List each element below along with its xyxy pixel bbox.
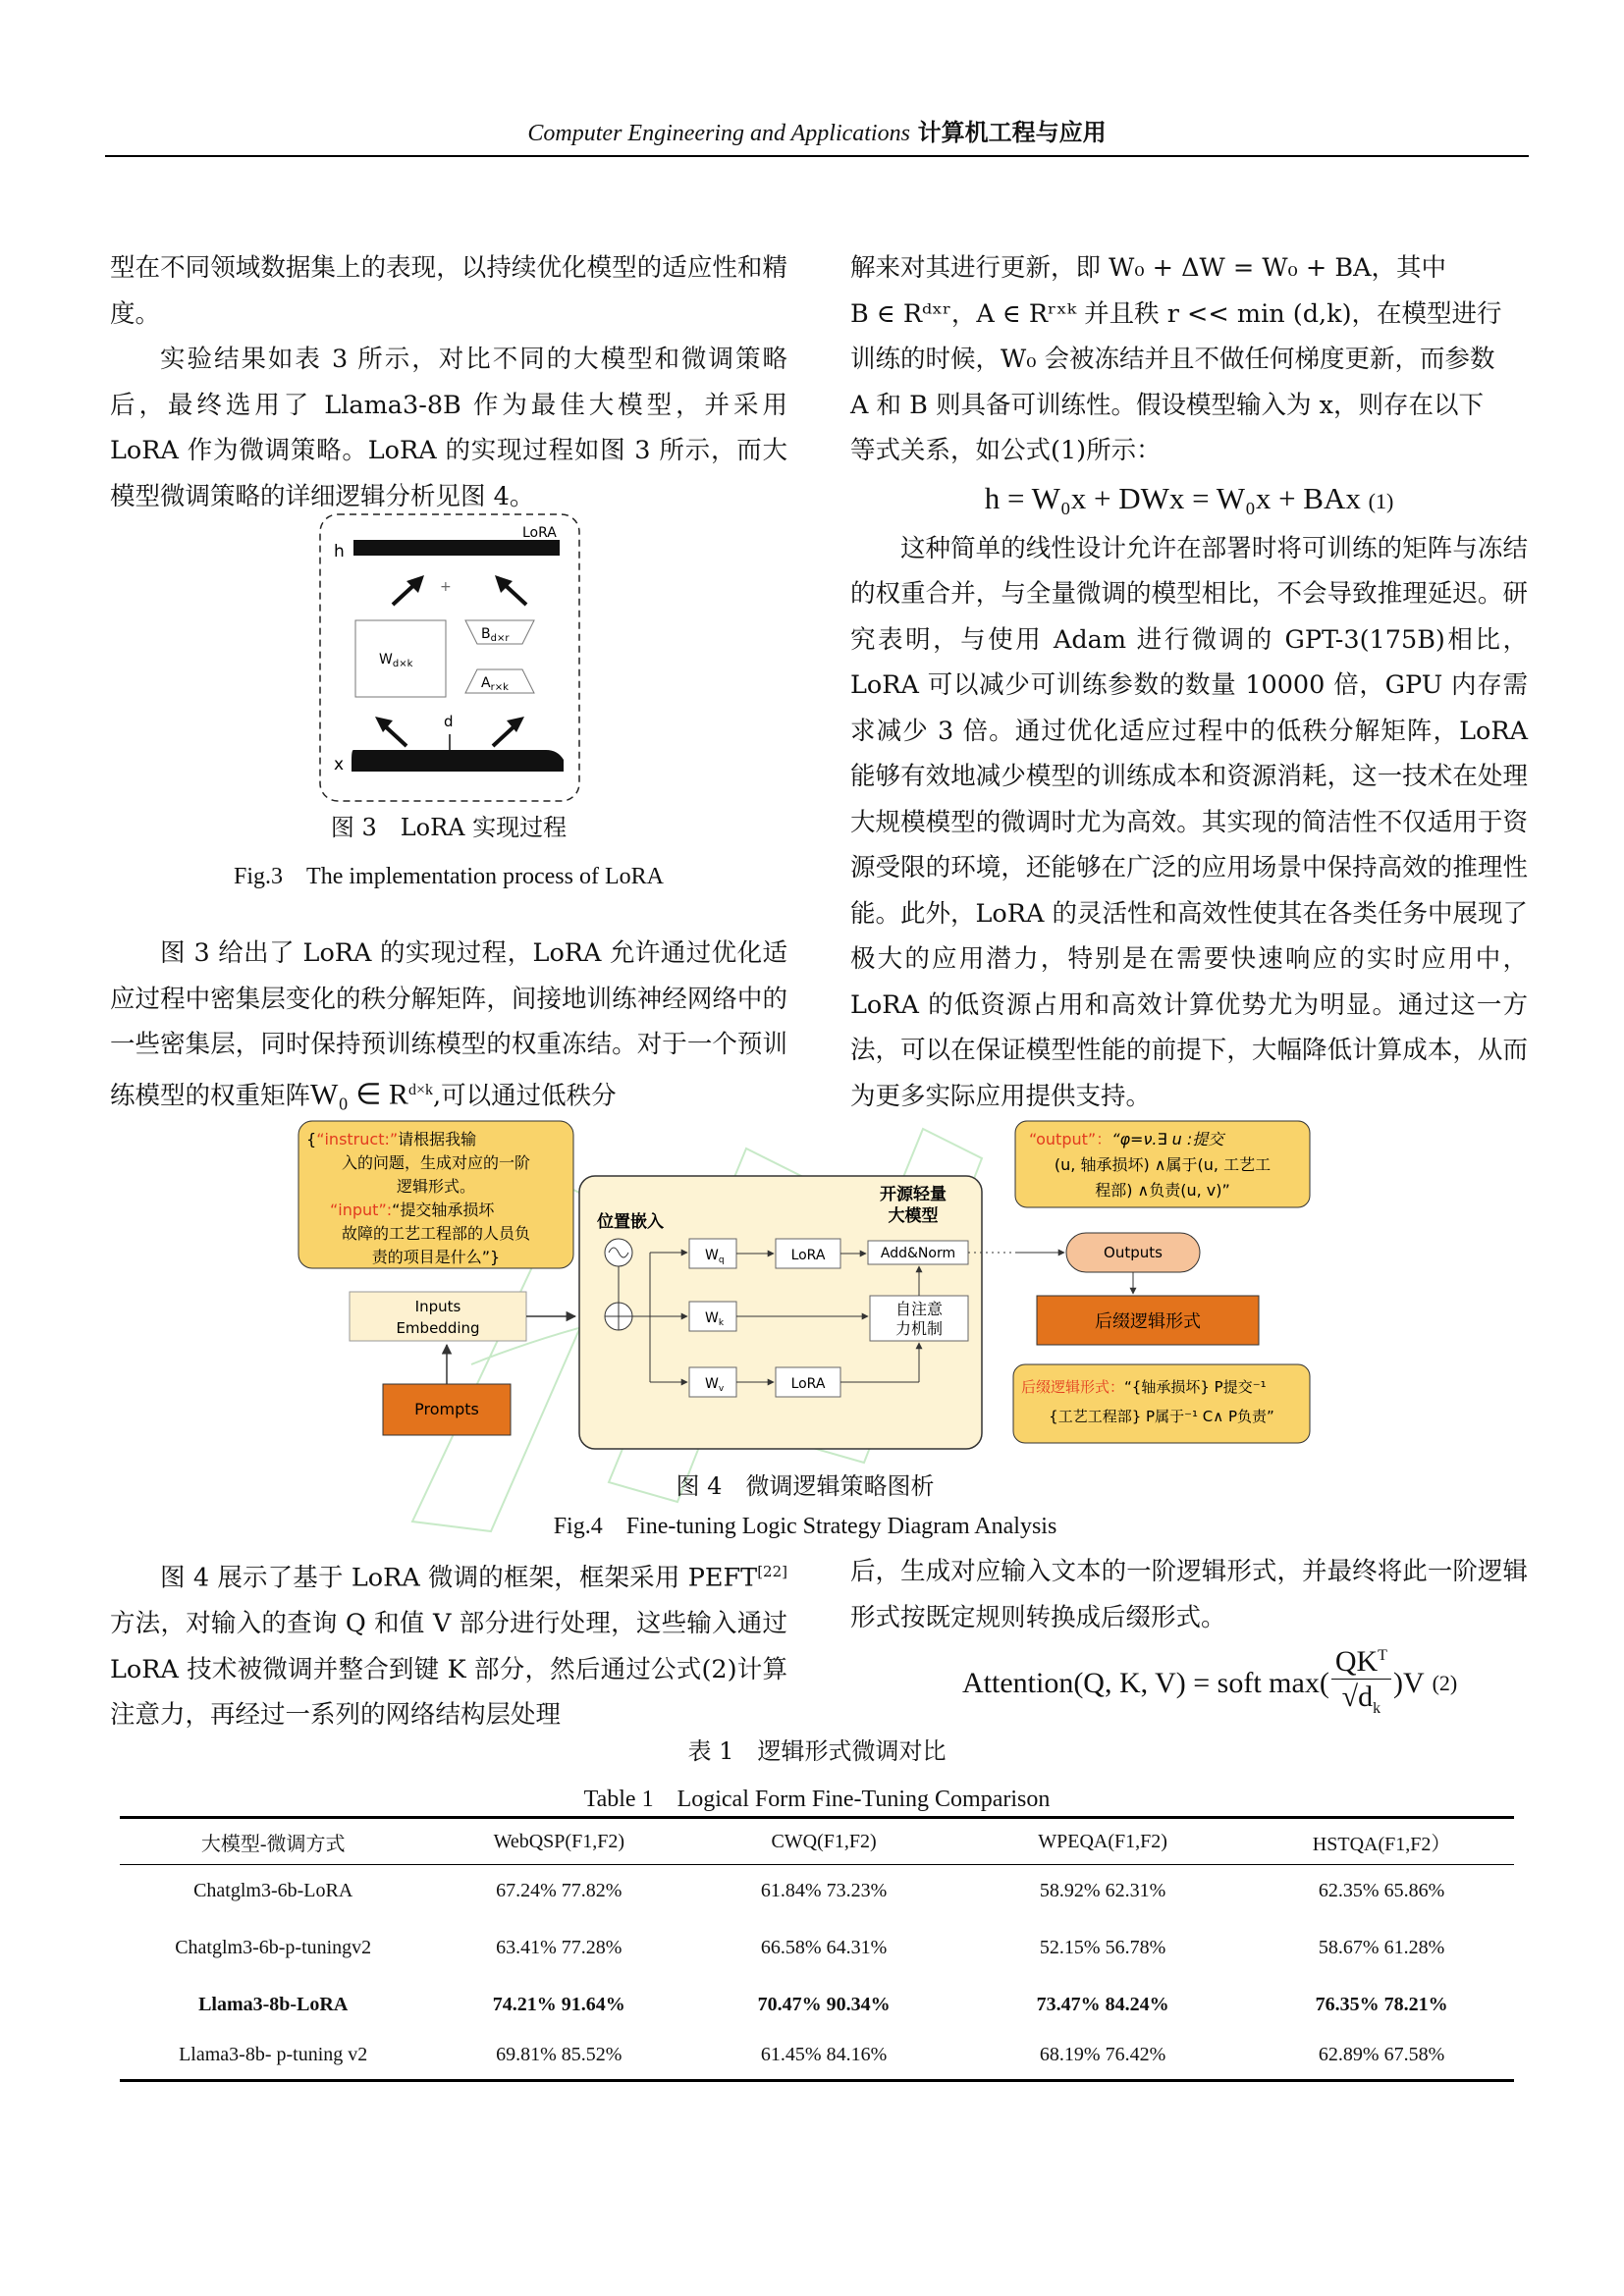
fig4-llm-label: 开源轻量	[880, 1185, 947, 1204]
table-row-label: Chatglm3-6b-p-tuningv2	[175, 1937, 372, 1958]
table-cell: 52.15% 56.78%	[1039, 1937, 1166, 1958]
table-cell: 74.21% 91.64%	[492, 1994, 625, 2015]
fig3-label-h: h	[334, 542, 345, 561]
text-line: B ∈ Rᵈˣʳ，A ∈ Rʳˣᵏ 并且秩 r << min (d,k)，在模型进行	[850, 298, 1502, 329]
bottom-right-paragraph	[850, 1549, 1528, 1640]
table-1	[120, 1816, 1514, 2082]
table-row-label: Llama3-8b-LoRA	[198, 1994, 349, 2015]
table-cell: 58.92% 62.31%	[1039, 1880, 1166, 1902]
figure-3-lora-diagram	[312, 510, 587, 805]
fig4-pos-embed-label: 位置嵌入	[597, 1212, 664, 1232]
fig4-prompts-label: Prompts	[414, 1400, 479, 1418]
fig4-suffix-label: 后缀逻辑形式	[1095, 1311, 1201, 1332]
fig3-plus: +	[440, 579, 452, 595]
paragraph-text: 方法，对输入的查询 Q 和值 V 部分进行处理，这些输入通过 LoRA 技术被微调并整合到键 K 部分，然后通过公式(2)计算注意力，再经过一系列的网络结构层处理	[110, 1609, 787, 1730]
eq2-denominator-text: √d	[1341, 1681, 1374, 1713]
table-row-label: Llama3-8b- p-tuning v2	[179, 2044, 368, 2066]
equation-1	[850, 474, 1528, 526]
fig4-embed-label: Embedding	[396, 1319, 480, 1337]
eq2-subscript: k	[1373, 1700, 1381, 1717]
fig4-suffix-line: {工艺工程部} P属于⁻¹ C∧ P负责”	[1049, 1408, 1274, 1425]
paragraph: 型在不同领域数据集上的表现，以持续优化模型的适应性和精度。	[110, 253, 787, 329]
table-header-cell: WebQSP(F1,F2)	[493, 1830, 624, 1852]
paragraph: 这种简单的线性设计允许在部署时将可训练的矩阵与冻结的权重合并，与全量微调的模型相比，不会导致推理延迟。研究表明，与使用 Adam 进行微调的 GPT-3(175B)相比，LoRA 可以减少可训练参数的数量 10000 倍，GPU 内存需求减少 3 倍。通过优化适应过程中的低秩分解矩阵，LoRA 能够有效地减少模型的训练成本和资源消耗，这一技术在处理大规模模型的微调时尤为高效。其实现的简洁性不仅适用于资源受限的环境，还能够在广泛的应用场景中保持高效的推理性能。此外，LoRA 的灵活性和高效性使其在各类任务中展现了极大的应用潜力，特别是在需要快速响应的实时应用中，LoRA 的低资源占用和高效计算优势尤为明显。通过这一方法，可以在保证模型性能的前提下，大幅降低计算成本，从而为更多实际应用提供支持。	[850, 533, 1529, 1111]
fig3-label-x: x	[334, 755, 345, 774]
eq2-fraction	[1331, 1639, 1391, 1727]
table-cell: 67.24% 77.82%	[496, 1880, 623, 1902]
table-cell: 61.45% 84.16%	[760, 2044, 888, 2066]
header-rule	[105, 155, 1529, 157]
figure-4-strategy-diagram	[295, 1117, 1316, 1461]
paragraph: 实验结果如表 3 所示，对比不同的大模型和微调策略后，最终选用了 Llama3-8B 作为最佳大模型，并采用 LoRA 作为微调策略。LoRA 的实现过程如图 3 所示，而大模型微调策略的详细逻辑分析见图 4。	[110, 345, 787, 511]
table-row	[120, 1979, 1514, 2032]
paragraph	[110, 1549, 787, 1738]
math-superscript: d×k	[407, 1081, 433, 1098]
table-cell: 62.35% 65.86%	[1318, 1880, 1445, 1902]
eq2-denominator	[1342, 1680, 1380, 1727]
table-cell: 69.81% 85.52%	[496, 2044, 623, 2066]
fig4-output-line: 程部) ∧负责(u, v)”	[1095, 1181, 1230, 1200]
fig3-label-a: $A_{r\times k}$	[481, 675, 509, 693]
right-column	[850, 245, 1528, 1119]
paragraph-text: 图 4 展示了基于 LoRA 微调的框架，框架采用 PEFT	[160, 1563, 758, 1593]
paragraph: 后，生成对应输入文本的一阶逻辑形式，并最终将此一阶逻辑形式按既定规则转换成后缀形式。	[850, 1557, 1528, 1632]
text-line: 训练的时候，W₀ 会被冻结并且不做任何梯度更新，而参数	[850, 345, 1495, 374]
table-cell: 70.47% 90.34%	[757, 1994, 891, 2015]
figure-3-caption-zh: 图 3 LoRA 实现过程	[330, 814, 568, 841]
table-cell: 58.67% 61.28%	[1318, 1937, 1445, 1958]
table-row	[120, 1865, 1514, 1918]
table-header-cell: HSTQA(F1,F2）	[1312, 1833, 1451, 1855]
table-cell: 66.58% 64.31%	[760, 1937, 888, 1958]
table-header-row	[120, 1818, 1514, 1865]
paragraph-text: 图 3 给出了 LoRA 的实现过程，LoRA 允许通过优化适应过程中密集层变化的秩分解矩阵，间接地训练神经网络中的一些密集层，同时保持预训练模型的权重冻结。对于一个预训练模型的权重矩阵	[110, 938, 787, 1110]
fig4-instruct-line: 入的问题，生成对应的一阶	[341, 1153, 531, 1172]
fig3-label-d: d	[444, 713, 454, 730]
fig3-label-b: $B_{d\times r}$	[481, 626, 510, 644]
table-cell: 76.35% 78.21%	[1315, 1994, 1448, 2015]
figure-4-caption-zh: 图 4 微调逻辑策略图析	[676, 1472, 935, 1500]
eq2-number: (2)	[1432, 1670, 1458, 1695]
table-header-cell: CWQ(F1,F2)	[771, 1830, 877, 1852]
running-header	[105, 113, 1529, 147]
eq2-lhs: Attention(Q, K, V) = soft max(	[962, 1666, 1329, 1699]
fig4-lora-q-label: LoRA	[790, 1248, 826, 1263]
table-cell: 62.89% 67.58%	[1318, 2044, 1445, 2066]
eq2-rhs: )V	[1392, 1666, 1425, 1699]
table-cell: 68.19% 76.42%	[1039, 2044, 1166, 2066]
equation-number: (1)	[1368, 488, 1394, 513]
table-row	[120, 2032, 1514, 2081]
figure-4-caption-en: Fig.4 Fine-tuning Logic Strategy Diagram Analysis	[553, 1514, 1057, 1539]
fig3-label-lora: LoRA	[522, 525, 557, 541]
equation-2	[962, 1639, 1457, 1727]
equation-body: h = W₀x + DWx = W₀x + BAx	[984, 480, 1361, 515]
fig4-input-line: 故障的工艺工程部的人员负	[341, 1224, 531, 1243]
fig4-output-line: “output”：“φ=ν.∃ u :提交	[1029, 1130, 1224, 1148]
bottom-left-paragraph	[110, 1549, 787, 1738]
fig4-attention-label: 力机制	[894, 1319, 944, 1338]
paragraph-text: ,可以通过低秩分	[432, 1081, 617, 1110]
table-cell: 63.41% 77.28%	[496, 1937, 623, 1958]
text-line: A 和 B 则具备可训练性。假设模型输入为 x，则存在以下	[850, 390, 1484, 420]
fig4-llm-label: 大模型	[888, 1206, 939, 1226]
table-header-cell: 大模型-微调方式	[200, 1833, 346, 1855]
fig3-label-w: $W_{d\times k}$	[379, 652, 413, 669]
fig4-instruct-line: 逻辑形式。	[396, 1177, 476, 1196]
left-column-top	[110, 245, 787, 519]
fig4-output-line: (u, 轴承损坏) ∧属于(u, 工艺工	[1054, 1155, 1272, 1174]
inline-math: W₀ ∈ R	[310, 1078, 408, 1110]
fig4-wk-label: $W_k$	[705, 1310, 725, 1328]
fig4-suffix-example-box	[1013, 1364, 1310, 1443]
table-1-caption-zh: 表 1 逻辑形式微调对比	[687, 1737, 947, 1765]
eq2-numerator	[1331, 1639, 1391, 1680]
fig3-h-bar	[353, 540, 560, 556]
table-cell: 73.47% 84.24%	[1036, 1994, 1169, 2015]
citation: [22]	[757, 1563, 787, 1580]
fig4-input-line: 责的项目是什么”}	[371, 1248, 501, 1266]
table-cell: 61.84% 73.23%	[760, 1880, 888, 1902]
fig4-attention-label: 自注意	[894, 1300, 944, 1318]
fig4-suffix-line: 后缀逻辑形式：“{轴承损坏} P提交⁻¹	[1021, 1378, 1267, 1396]
figure-3-caption-en: Fig.3 The implementation process of LoRA	[234, 864, 664, 889]
text-line: 等式关系，如公式(1)所示：	[850, 436, 1162, 465]
fig4-outputs-label: Outputs	[1104, 1244, 1163, 1261]
table-header-cell: WPEQA(F1,F2)	[1038, 1830, 1167, 1852]
table-1-caption-en: Table 1 Logical Form Fine-Tuning Comparison	[583, 1787, 1051, 1812]
fig4-wq-label: $W_q$	[705, 1248, 725, 1265]
fig4-wv-label: $W_v$	[705, 1376, 725, 1394]
fig4-embed-label: Inputs	[414, 1298, 461, 1315]
fig3-x-bar	[352, 750, 564, 772]
text-line: 解来对其进行更新，即 W₀ + ΔW = W₀ + BA，其中	[850, 253, 1446, 283]
fig4-instruct-line: {“instruct:”请根据我输	[306, 1130, 477, 1148]
journal-name-en: Computer Engineering and Applications	[527, 121, 910, 146]
eq2-superscript: T	[1378, 1647, 1387, 1664]
fig4-addnorm-label: Add&Norm	[880, 1246, 956, 1261]
journal-name-zh: 计算机工程与应用	[917, 119, 1107, 146]
eq2-numerator-text: QK	[1334, 1645, 1379, 1678]
fig4-input-line: “input”:“提交轴承损坏	[330, 1201, 495, 1219]
table-row	[120, 1918, 1514, 1979]
table-row-label: Chatglm3-6b-LoRA	[193, 1880, 353, 1902]
fig4-lora-v-label: LoRA	[790, 1376, 826, 1392]
